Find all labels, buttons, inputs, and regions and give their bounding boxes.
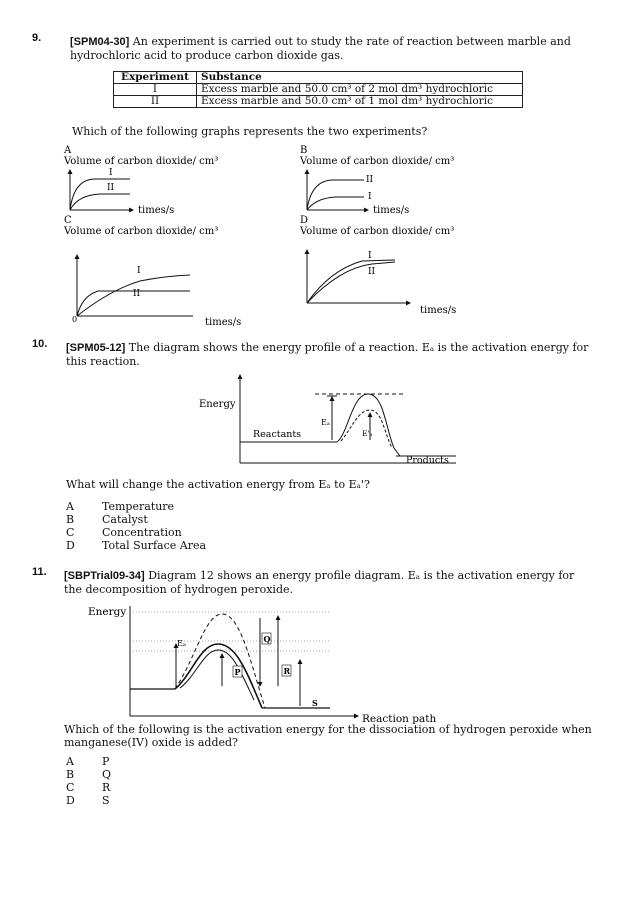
option-text: Q [102, 768, 112, 781]
question-11-text-line2: the decomposition of hydrogen peroxide. [64, 583, 293, 596]
question-10-energy-diagram [0, 370, 638, 480]
option-d[interactable] [66, 539, 206, 552]
graph-a-label-ii: II [107, 183, 115, 193]
q10-products-label: Products [406, 455, 449, 466]
option-a[interactable] [66, 500, 206, 513]
question-11-number: 11. [32, 566, 47, 578]
graph-d-label-i: I [368, 251, 372, 261]
option-letter: B [66, 768, 75, 781]
option-text: P [102, 755, 110, 768]
option-b[interactable] [66, 768, 111, 781]
option-letter: C [66, 781, 75, 794]
graph-c-origin: 0 [72, 315, 78, 324]
table-cell-experiment: I [114, 84, 197, 96]
graph-d [299, 215, 456, 316]
table-cell-substance: Excess marble and 50.0 cm³ of 2 mol dm³ hydrochloric [197, 84, 523, 96]
option-c[interactable] [66, 781, 111, 794]
table-header-substance: Substance [197, 72, 523, 84]
q10-reactants-label: Reactants [253, 429, 302, 440]
option-c[interactable] [66, 526, 206, 539]
graph-b [299, 145, 454, 216]
option-a[interactable] [66, 755, 111, 768]
graph-d-label-ii: II [368, 267, 376, 277]
question-9-prompt: Which of the following graphs represents the two experiments? [72, 125, 428, 138]
question-11-tag: [SBPTrial09-34] [64, 570, 145, 582]
q11-catalysed-curve [175, 644, 262, 708]
question-11-prompt-line1: Which of the following is the activation energy for the dissociation of hydrogen peroxide when [64, 723, 592, 736]
question-11-text-line1: Diagram 12 shows an energy profile diagram. Eₐ is the activation energy for [144, 569, 575, 582]
graph-a-xlabel: times/s [138, 205, 175, 216]
question-10-options [66, 500, 206, 552]
graph-b-label-i: I [368, 192, 372, 202]
option-letter: D [66, 794, 75, 807]
option-text: S [102, 794, 110, 807]
graph-d-xlabel: times/s [420, 305, 457, 316]
graph-a-letter: A [64, 145, 72, 156]
graph-d-curve-i [307, 260, 395, 303]
q11-xlabel: Reaction path [362, 713, 437, 725]
question-10-prompt: What will change the activation energy from Eₐ to Eₐ'? [66, 478, 370, 491]
q11-q-label: Q [263, 634, 271, 644]
question-11-prompt-line2: manganese(IV) oxide is added? [64, 736, 238, 749]
question-9-text-line1: An experiment is carried out to study the rate of reaction between marble and [129, 35, 571, 48]
question-11-options [66, 755, 111, 807]
question-10-text-line2: this reaction. [66, 355, 140, 368]
graph-b-xlabel: times/s [373, 205, 410, 216]
question-11-text [64, 569, 624, 596]
graph-a-ylabel: Volume of carbon dioxide/ cm³ [64, 156, 219, 167]
graph-c-label-i: I [137, 266, 141, 276]
option-b[interactable] [66, 513, 206, 526]
option-letter: A [66, 500, 74, 513]
question-10-tag: [SPM05-12] [66, 342, 126, 354]
option-text: Concentration [102, 526, 182, 539]
graph-d-ylabel: Volume of carbon dioxide/ cm³ [300, 226, 455, 237]
option-text: Catalyst [102, 513, 148, 526]
question-10-text [66, 341, 626, 368]
graph-a-label-i: I [109, 168, 113, 178]
question-9-text-line2: hydrochloric acid to produce carbon dioxide gas. [70, 49, 344, 62]
q10-uncatalysed-curve [337, 394, 400, 456]
graph-b-curve-ii [307, 180, 364, 210]
option-text: Temperature [102, 500, 175, 513]
graph-b-ylabel: Volume of carbon dioxide/ cm³ [300, 156, 455, 167]
graph-b-label-ii: II [366, 175, 374, 185]
graph-c [63, 215, 241, 328]
option-letter: D [66, 539, 75, 552]
option-letter: A [66, 755, 74, 768]
q10-ea-label: Eₐ [321, 418, 330, 427]
question-9-tag: [SPM04-30] [70, 36, 130, 48]
q11-ea-label: Eₐ [177, 639, 186, 648]
graph-c-ylabel: Volume of carbon dioxide/ cm³ [64, 226, 219, 237]
question-11-energy-diagram [0, 600, 638, 725]
graph-d-letter: D [300, 215, 309, 226]
q11-s-label: S [312, 698, 318, 708]
graph-b-curve-i [307, 197, 364, 210]
q11-inner-curve [180, 650, 254, 700]
q11-energy-label: Energy [88, 606, 127, 618]
graph-b-letter: B [300, 145, 308, 156]
option-text: Total Surface Area [102, 539, 207, 552]
q10-ea2-label: E'ₐ [362, 429, 373, 438]
option-letter: C [66, 526, 75, 539]
graph-a-curve-ii [70, 194, 130, 210]
question-9-number: 9. [32, 32, 42, 44]
question-10-number: 10. [32, 338, 48, 350]
option-text: R [102, 781, 111, 794]
graph-c-label-ii: II [133, 289, 141, 299]
graph-d-curve-ii [307, 262, 395, 303]
option-letter: B [66, 513, 75, 526]
q11-r-label: R [283, 666, 291, 676]
table-cell-experiment: II [114, 96, 197, 108]
table-header-experiment: Experiment [114, 72, 197, 84]
q11-p-label: P [234, 667, 241, 677]
question-11-prompt [64, 723, 624, 749]
question-9-graphs [0, 0, 638, 340]
graph-c-letter: C [64, 215, 72, 226]
table-cell-substance: Excess marble and 50.0 cm³ of 1 mol dm³ hydrochloric [197, 96, 523, 108]
question-10-text-line1: The diagram shows the energy profile of a reaction. Eₐ is the activation energy for [125, 341, 589, 354]
q10-energy-label: Energy [199, 399, 236, 410]
graph-a [63, 145, 218, 216]
graph-c-xlabel: times/s [205, 317, 242, 328]
option-d[interactable] [66, 794, 111, 807]
